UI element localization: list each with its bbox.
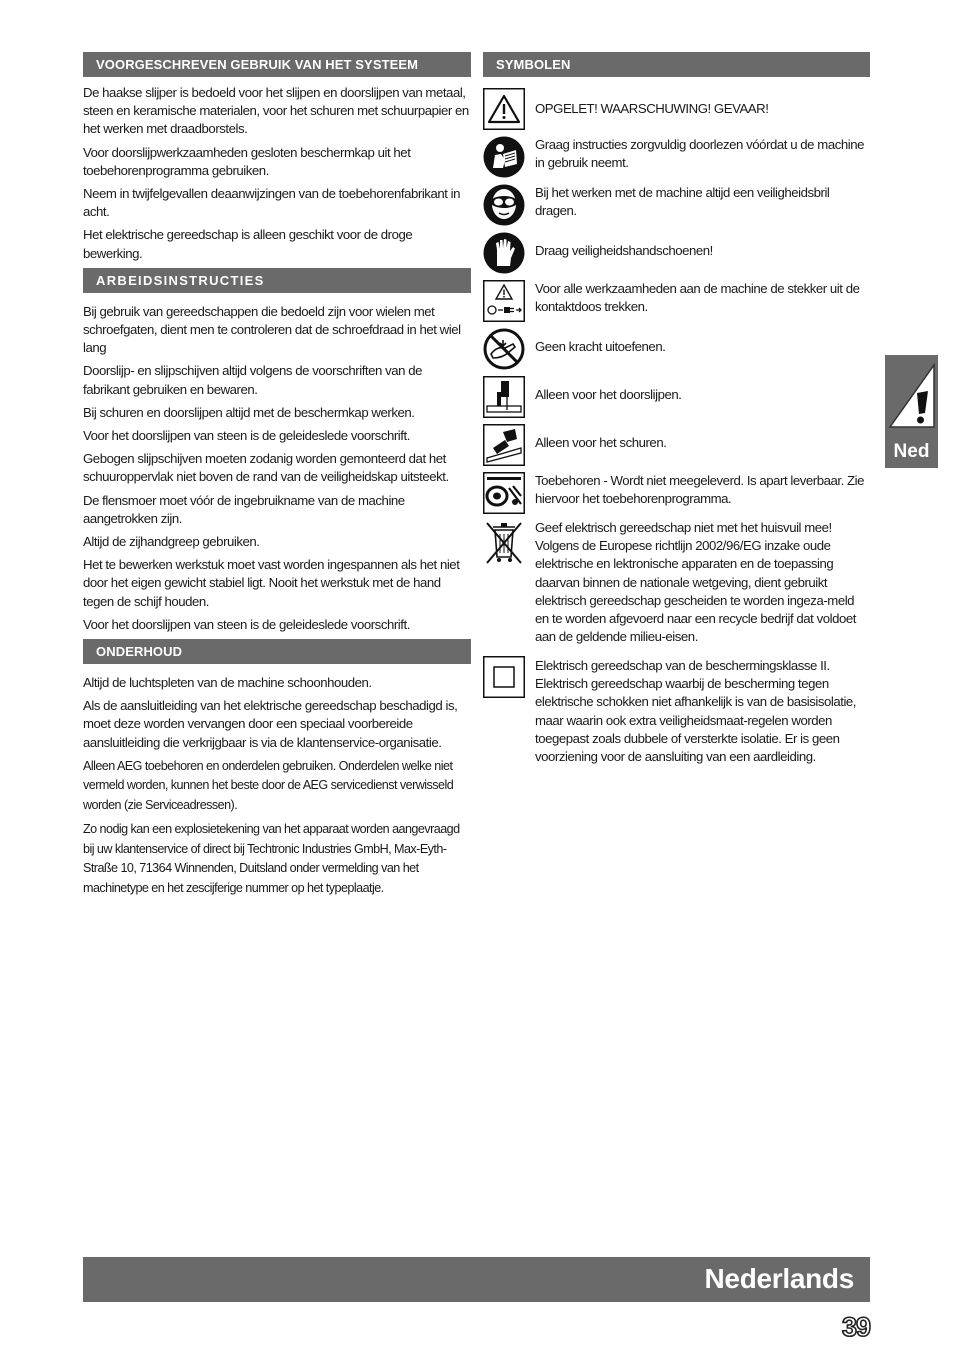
paragraph: Voor het doorslijpen van steen is de geleideslede voorschrift. bbox=[83, 428, 410, 444]
grinding-only-icon bbox=[483, 424, 525, 466]
page-number: 39 bbox=[841, 1312, 870, 1342]
paragraph: Bij gebruik van gereedschappen die bedoeld zijn voor wielen met schroefgaten, dient men te controleren dat de schroefdraad in het wiel lang bbox=[83, 303, 461, 356]
symbol-description: Toebehoren - Wordt niet meegeleverd. Is apart leverbaar. Zie hiervoor het toebehorenprogramma. bbox=[535, 473, 865, 507]
warning-triangle-icon bbox=[483, 88, 525, 130]
no-force-icon bbox=[483, 328, 525, 370]
paragraph: Voor doorslijpwerkzaamheden gesloten beschermkap uit het toebehorenprogramma gebruiken. bbox=[83, 144, 411, 178]
paragraph: De haakse slijper is bedoeld voor het slijpen en doorslijpen van metaal, steen en keramische materialen, voor het schuren met schuurpapier en het werken met draadborstels. bbox=[83, 85, 469, 137]
right-column bbox=[483, 52, 870, 766]
footer-bar bbox=[83, 1257, 870, 1302]
symbol-row bbox=[483, 232, 870, 280]
accessories-icon bbox=[483, 472, 525, 514]
symbol-row bbox=[483, 657, 870, 766]
paragraph: Zo nodig kan een explosietekening van het apparaat worden aangevraagd bij uw klantenservice of direct bij Techtronic Industries GmbH, Max-Eyth-Straße 10, 71364 Winnenden, Duitsland onder vermelding van het machinetype en het zescijferige nummer op het typeplaatje. bbox=[83, 822, 460, 895]
symbol-row bbox=[483, 376, 870, 424]
symbol-description: Bij het werken met de machine altijd een veiligheidsbril dragen. bbox=[535, 185, 830, 219]
symbol-row bbox=[483, 136, 870, 184]
language-code: Ned bbox=[893, 441, 930, 462]
safety-gloves-icon bbox=[483, 232, 525, 274]
left-column bbox=[83, 52, 471, 903]
symbol-row bbox=[483, 184, 870, 232]
section-heading: SYMBOLEN bbox=[483, 52, 870, 77]
paragraph: Als de aansluitleiding van het elektrische gereedschap beschadigd is, moet deze worden vervangen door een speciaal voorbereide aansluitleiding die verkrijgbaar is via de klantenservice-organisatie. bbox=[83, 698, 458, 750]
language-title: Nederlands bbox=[704, 1263, 854, 1294]
section-heading: ONDERHOUD bbox=[83, 639, 471, 664]
symbol-row bbox=[483, 280, 870, 328]
symbol-row bbox=[483, 328, 870, 376]
symbol-description: Alleen voor het schuren. bbox=[535, 435, 667, 450]
paragraph: Het elektrische gereedschap is alleen geschikt voor de droge bewerking. bbox=[83, 227, 413, 261]
weee-bin-icon bbox=[483, 519, 525, 565]
section-heading: ARBEIDSINSTRUCTIES bbox=[83, 268, 471, 293]
symbol-row bbox=[483, 472, 870, 519]
paragraph: Altijd de luchtspleten van de machine schoonhouden. bbox=[83, 675, 372, 691]
paragraph: Het te bewerken werkstuk moet vast worden ingespannen als het niet door het eigen gewicht stabiel ligt. Nooit het werkstuk met de hand tegen de schijf houden. bbox=[83, 557, 460, 609]
language-side-tab bbox=[885, 355, 938, 468]
symbol-list bbox=[483, 88, 870, 766]
paragraph: Altijd de zijhandgreep gebruiken. bbox=[83, 534, 260, 550]
paragraph: Alleen AEG toebehoren en onderdelen gebruiken. Onderdelen welke niet vermeld worden, kunnen het beste door de AEG servicedienst verwisseld worden (zie Serviceadressen). bbox=[83, 758, 454, 812]
paragraph: Gebogen slijpschijven moeten zodanig worden gemonteerd dat het schuuroppervlak niet boven de rand van de veiligheidskap uitsteekt. bbox=[83, 451, 449, 485]
cutting-only-icon bbox=[483, 376, 525, 418]
safety-goggles-icon bbox=[483, 184, 525, 226]
symbol-row bbox=[483, 88, 870, 136]
section-work-instructions bbox=[83, 268, 471, 634]
symbol-description: Geef elektrisch gereedschap niet met het huisvuil mee! Volgens de Europese richtlijn 2002/96/EG inzake oude elektrische en lektronische apparaten en de toepassing daarvan binnen de nationale wetgeving, dient gebruikt elektrisch gereedschap gescheiden te worden ingeza-meld en te worden afgevoerd naar een recycle bedrijf dat voldoet aan de geldende milieu-eisen. bbox=[535, 520, 856, 645]
paragraph: De flensmoer moet vóór de ingebruikname van de machine aangetrokken zijn. bbox=[83, 492, 405, 526]
symbol-description: OPGELET! WAARSCHUWING! GEVAAR! bbox=[535, 101, 769, 116]
warning-exclamation-icon bbox=[887, 357, 937, 437]
symbol-description: Draag veiligheidshandschoenen! bbox=[535, 243, 713, 258]
paragraph: Voor het doorslijpen van steen is de geleideslede voorschrift. bbox=[83, 616, 410, 632]
section-intended-use bbox=[83, 52, 471, 263]
class-ii-icon bbox=[483, 656, 525, 698]
unplug-icon bbox=[483, 280, 525, 322]
paragraph: Doorslijp- en slijpschijven altijd volgens de voorschriften van de fabrikant gebruiken en bewaren. bbox=[83, 363, 423, 397]
paragraph: Neem in twijfelgevallen deaanwijzingen van de toebehorenfabrikant in acht. bbox=[83, 186, 461, 220]
symbol-description: Elektrisch gereedschap van de beschermingsklasse II. Elektrisch gereedschap waarbij de bescherming tegen elektrische schokken niet afhankelijk is van de basisisolatie, maar waarin ook extra veiligheidsmaat-regelen worden toegepast zoals dubbele of versterkte isolatie. Er is geen voorziening voor de aansluiting van een aardleiding. bbox=[535, 658, 857, 765]
symbol-description: Graag instructies zorgvuldig doorlezen vóórdat u de machine in gebruik neemt. bbox=[535, 137, 864, 171]
symbol-row bbox=[483, 519, 870, 657]
section-heading: VOORGESCHREVEN GEBRUIK VAN HET SYSTEEM bbox=[83, 52, 471, 77]
paragraph: Bij schuren en doorslijpen altijd met de beschermkap werken. bbox=[83, 404, 415, 420]
symbol-description: Voor alle werkzaamheden aan de machine de stekker uit de kontaktdoos trekken. bbox=[535, 281, 860, 315]
read-manual-icon bbox=[483, 136, 525, 178]
symbol-row bbox=[483, 424, 870, 472]
symbol-description: Alleen voor het doorslijpen. bbox=[535, 387, 682, 402]
section-maintenance bbox=[83, 639, 471, 898]
symbol-description: Geen kracht uitoefenen. bbox=[535, 339, 666, 354]
